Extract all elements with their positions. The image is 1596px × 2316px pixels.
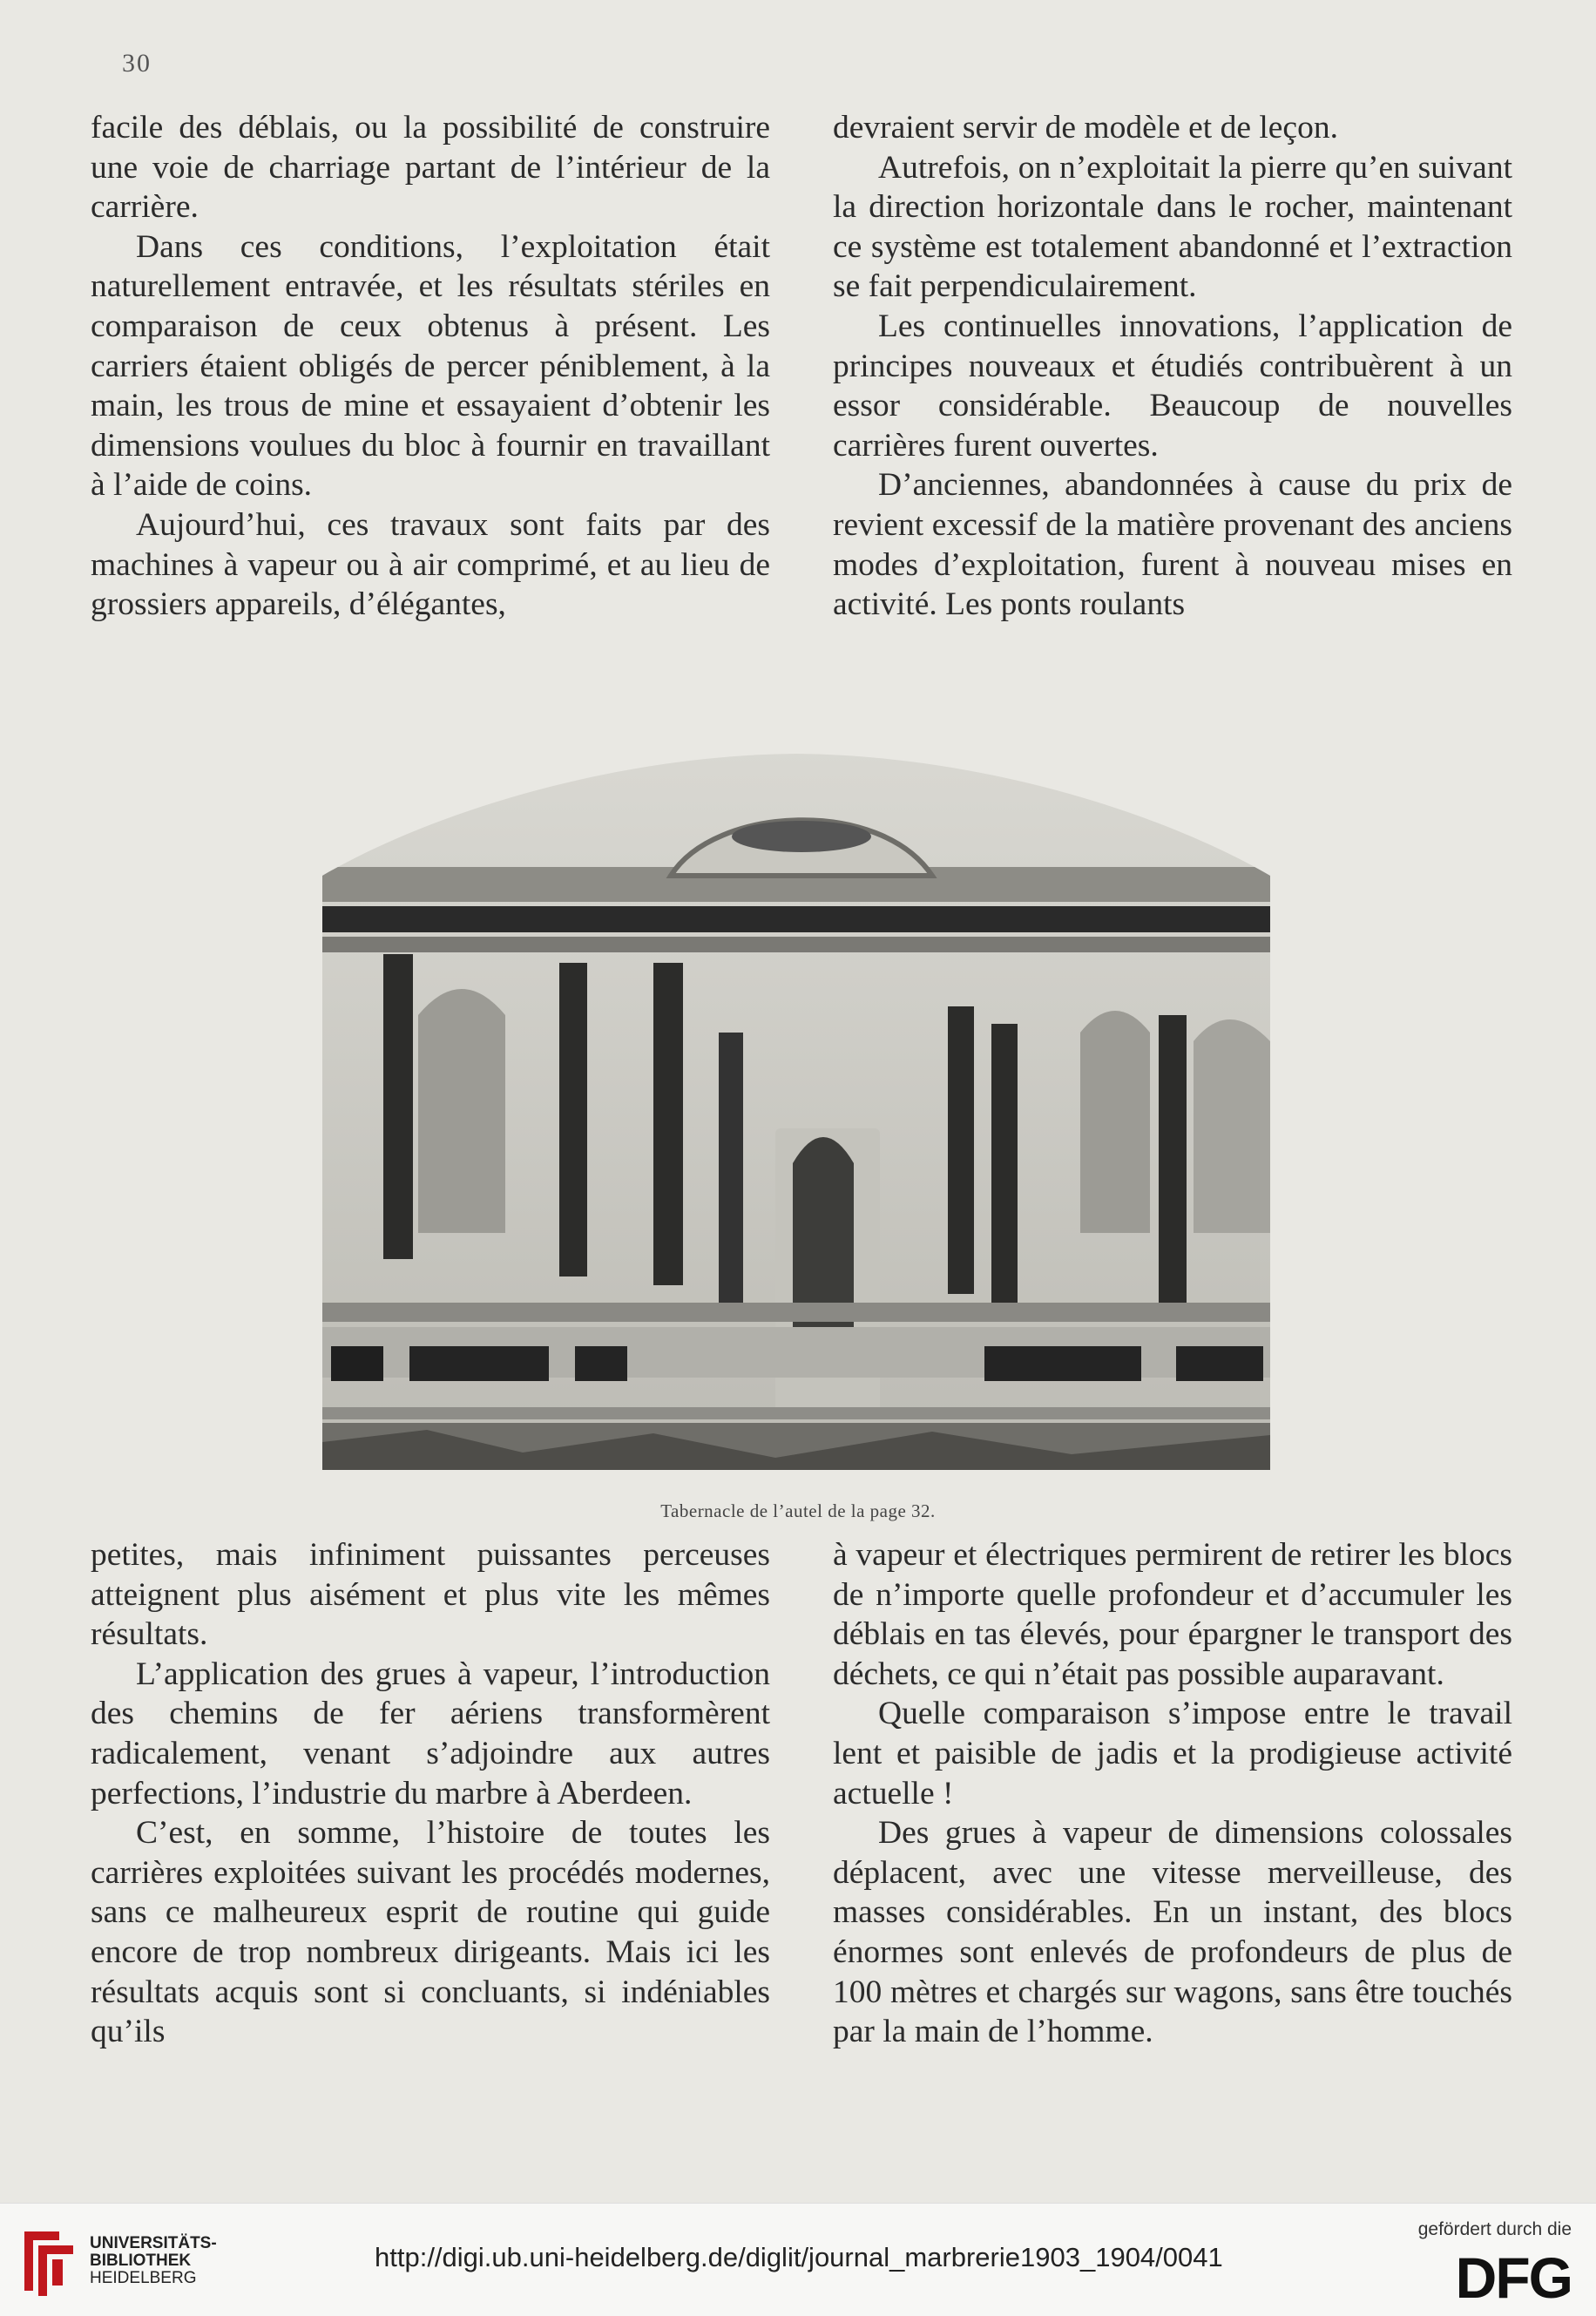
paragraph: Des grues à vapeur de dimensions colossales déplacent, avec une vitesse merveilleuse, des masses considérables. En un instant, des blocs énormes sont enlevés de profondeurs de plus de 100 mètres et chargés sur wagons, sans être touchés par la main de l’homme. <box>833 1815 1512 2050</box>
permalink-url[interactable]: http://digi.ub.uni-heidelberg.de/diglit/journal_marbrerie1903_1904/0041 <box>375 2242 1223 2272</box>
digital-library-footer <box>0 2203 1596 2316</box>
paragraph: à vapeur et électriques permirent de retirer les blocs de n’importe quelle profondeur et d’accumuler les déblais en tas élevés, pour épargner le transport des déchets, ce qui n’était pas possible auparavant. <box>833 1537 1512 1692</box>
paragraph: facile des déblais, ou la possibilité de construire une voie de charriage partant de l’intérieur de la carrière. <box>91 110 770 226</box>
text-column-bottom-right <box>833 1535 1512 2052</box>
figure-caption: Tabernacle de l’autel de la page 32. <box>660 1500 936 1521</box>
paragraph: Autrefois, on n’exploitait la pierre qu’en suivant la direction horizontale dans le rocher, maintenant ce système est totalement abandonné et l’extraction se fait perpendiculairement. <box>833 149 1512 305</box>
library-name-line: BIBLIOTHEK <box>90 2252 192 2270</box>
page-number: 30 <box>122 49 152 78</box>
paragraph: devraient servir de modèle et de leçon. <box>833 110 1338 146</box>
paragraph: Aujourd’hui, ces travaux sont faits par des machines à vapeur ou à air comprimé, et au lieu de grossiers appareils, d’élégantes, <box>91 506 770 623</box>
text-column-bottom-left <box>91 1535 770 2052</box>
paragraph: Quelle comparaison s’impose entre le travail lent et paisible de jadis et la prodigieuse activité actuelle ! <box>833 1696 1512 1811</box>
paragraph: C’est, en somme, l’histoire de toutes les carrières exploitées suivant les procédés modernes, sans ce malheureux esprit de routine qui guide encore de trop nombreux dirigeants. Mais ici les résultats acquis sont si concluants, si indéniables qu’ils <box>91 1815 770 2050</box>
tabernacle-photograph <box>322 745 1270 1470</box>
text-column-top-left <box>91 108 770 625</box>
library-name-line: UNIVERSITÄTS- <box>90 2234 217 2252</box>
paragraph: petites, mais infiniment puissantes perceuses atteignent plus aisément et plus vite les mêmes résultats. <box>91 1537 770 1653</box>
funding-label: gefördert durch die <box>1417 2219 1572 2239</box>
dfg-logo: DFG <box>1455 2245 1572 2310</box>
university-library-logo-icon[interactable] <box>17 2223 80 2302</box>
paragraph: Les continuelles innovations, l’application de principes nouveaux et étudiés contribuèrent à un essor considérable. Beaucoup de nouvelles carrières furent ouvertes. <box>833 308 1512 464</box>
paragraph: L’application des grues à vapeur, l’introduction des chemins de fer aériens transformèrent radicalement, venant s’adjoindre aux autres perfections, l’industrie du marbre à Aberdeen. <box>91 1656 770 1811</box>
paragraph: D’anciennes, abandonnées à cause du prix de revient excessif de la matière provenant des anciens modes d’exploitation, furent à nouveau mises en activité. Les ponts roulants <box>833 467 1512 623</box>
university-library-name <box>90 2235 217 2287</box>
library-name-line: HEIDELBERG <box>90 2269 197 2287</box>
paragraph: Dans ces conditions, l’exploitation était naturellement entravée, et les résultats stériles en comparaison de ceux obtenus à présent. Les carriers étaient obligés de percer péniblement, à la main, les trous de mine et essayaient d’obtenir les dimensions voulues du bloc à fournir en travaillant à l’aide de coins. <box>91 228 770 504</box>
text-column-top-right <box>833 108 1512 625</box>
